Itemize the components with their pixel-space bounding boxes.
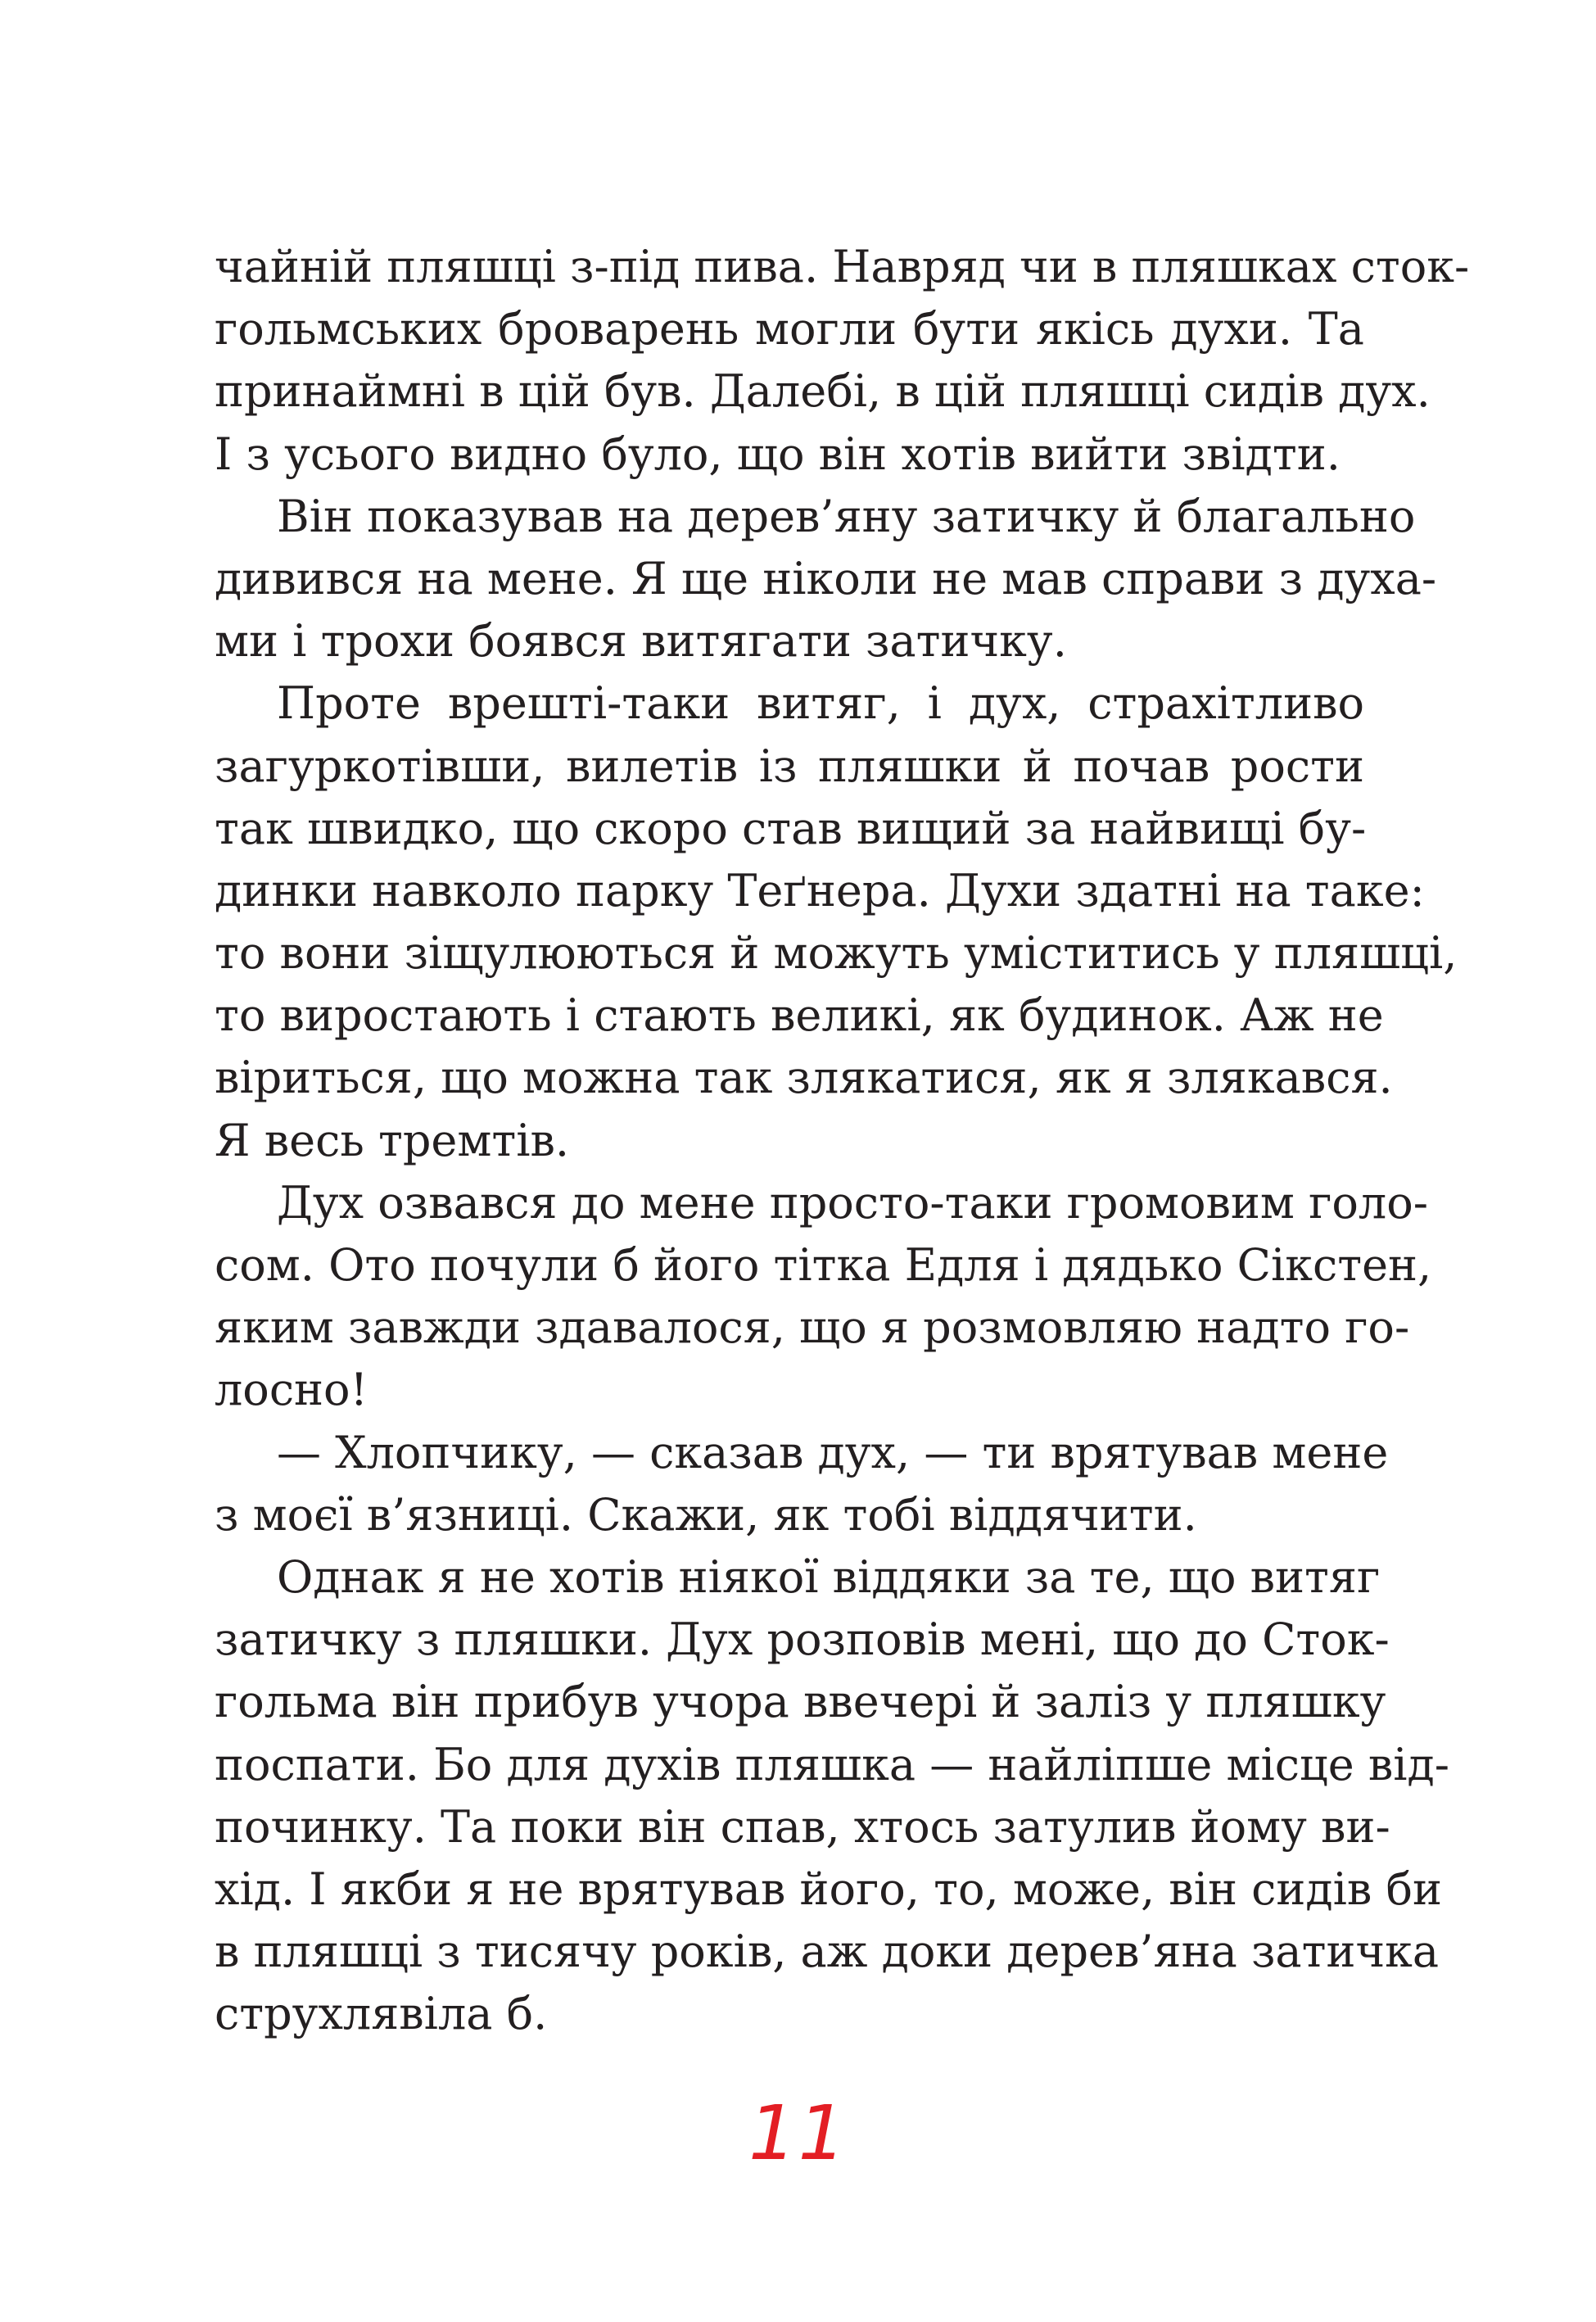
text-line: починку. Та поки він спав, хтось затулив йому ви- <box>215 1800 1390 1853</box>
body-text <box>215 236 1470 2045</box>
text-line: динки навколо парку Теґнера. Духи здатні на таке: <box>215 864 1425 917</box>
text-line: віриться, що можна так злякатися, як я злякався. <box>215 1052 1393 1104</box>
text-line: ми і трохи боявся витягати затичку. <box>215 615 1067 668</box>
text-line: Проте врешті-таки витяг, і дух, страхітливо <box>277 677 1364 730</box>
text-line: поспати. Бо для духів пляшка — найліпше місце від- <box>215 1738 1450 1790</box>
text-line: струхлявіла б. <box>215 1988 548 2040</box>
text-line: гольма він прибув учора ввечері й заліз у пляшку <box>215 1676 1386 1728</box>
text-line: хід. І якби я не врятував його, то, може, він сидів би <box>215 1863 1442 1915</box>
text-line: Однак я не хотів ніякої віддяки за те, що витяг <box>277 1550 1381 1603</box>
text-line: сом. Ото почули б його тітка Едля і дядько Сікстен, <box>215 1239 1432 1291</box>
text-line: в пляшці з тисячу років, аж доки дерев’яна затичка <box>215 1926 1440 1978</box>
text-line: І з усього видно було, що він хотів вийти звідти. <box>215 428 1341 480</box>
text-line: то виростають і стають великі, як будинок. Аж не <box>215 989 1384 1042</box>
text-line: дивився на мене. Я ще ніколи не мав справи з духа- <box>215 552 1437 604</box>
text-line: Я весь тремтів. <box>215 1114 570 1166</box>
text-line: гольмських броварень могли бути якісь духи. Та <box>215 303 1364 355</box>
text-line: Дух озвався до мене просто-таки громовим голо- <box>277 1176 1428 1229</box>
text-line: Він показував на дерев’яну затичку й благально <box>277 490 1416 542</box>
text-line: затичку з пляшки. Дух розповів мені, що до Сток- <box>215 1614 1390 1666</box>
text-line: лосно! <box>215 1364 368 1416</box>
text-line: принаймні в цій був. Далебі, в цій пляшці сидів дух. <box>215 365 1431 418</box>
page-number: 11 <box>748 2089 848 2177</box>
text-line: чайній пляшці з-під пива. Навряд чи в пляшках сток- <box>215 241 1470 292</box>
text-line: з моєї в’язниці. Скажи, як тобі віддячити. <box>215 1488 1197 1541</box>
text-line: загуркотівши, вилетів із пляшки й почав рости <box>215 740 1364 792</box>
text-line: то вони зіщулюються й можуть уміститись у пляшці, <box>215 927 1458 980</box>
text-line: так швидко, що скоро став вищий за найвищі бу- <box>215 802 1367 854</box>
text-line: яким завжди здавалося, що я розмовляю надто го- <box>215 1301 1410 1354</box>
text-line: — Хлопчику, — сказав дух, — ти врятував мене <box>277 1426 1389 1478</box>
